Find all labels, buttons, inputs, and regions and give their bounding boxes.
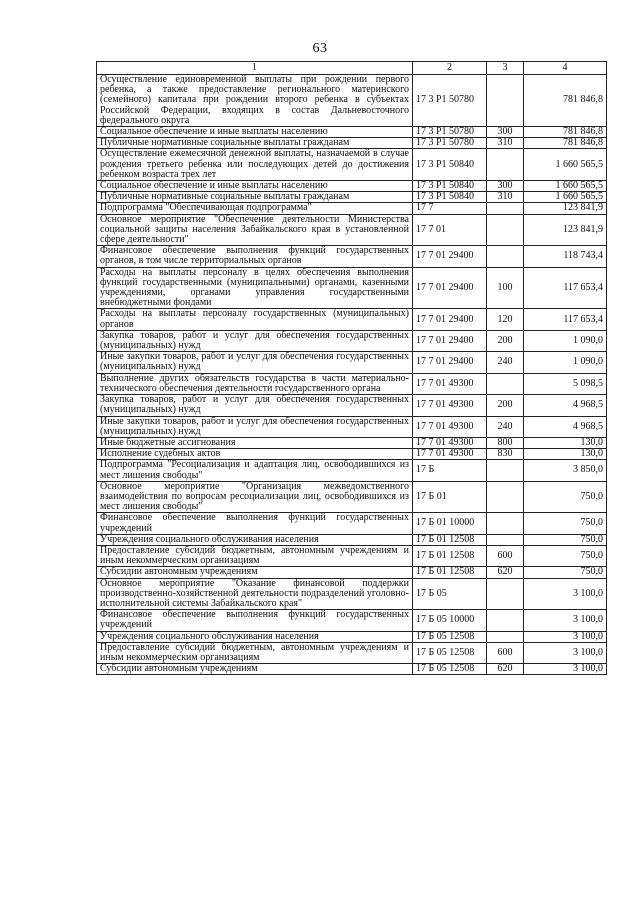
table-row [97,373,607,394]
table-row [97,192,607,203]
table-row [97,664,607,675]
column-header-code: 2 [413,62,487,75]
row-code-cell: 17 Б 01 [413,481,487,513]
row-name-cell: Осуществление ежемесячной денежной выплаты, назначаемой в случае рождения третьего ребенка или последующих детей до достижения ребенком возраста трех лет [97,149,413,181]
table-row [97,610,607,631]
row-amount-cell: 3 100,0 [524,664,607,675]
row-name-cell: Иные закупки товаров, работ и услуг для обеспечения государственных (муниципальных) нужд [97,352,413,373]
row-name-cell: Основное мероприятие "Оказание финансовой поддержки производственно-хозяйственной деятельности подразделений уголовно-исполнительной системы Забайкальского края" [97,578,413,610]
row-amount-cell: 1 660 565,5 [524,192,607,203]
row-name-cell: Осуществление единовременной выплаты при рождении первого ребенка, а также предоставление регионального материнского (семейного) капитала при рождении второго ребенка в субъектах Российской Федерации, входящих в состав Дальневосточного федерального округа [97,75,413,127]
row-code-cell: 17 7 [413,203,487,214]
row-code-cell: 17 7 01 49300 [413,437,487,448]
row-type-cell: 800 [487,437,524,448]
row-name-cell: Предоставление субсидий бюджетным, автономным учреждениям и иным некоммерческим организациям [97,642,413,663]
row-name-cell: Основное мероприятие "Организация межведомственного взаимодействия по вопросам ресоциализации лиц, освободившихся из мест лишения свободы" [97,481,413,513]
row-type-cell: 200 [487,330,524,351]
budget-table [96,61,607,675]
table-row [97,149,607,181]
table-row [97,437,607,448]
row-amount-cell: 5 098,5 [524,373,607,394]
row-code-cell: 17 Б 01 10000 [413,513,487,534]
row-amount-cell: 781 846,8 [524,138,607,149]
row-name-cell: Подпрограмма "Обеспечивающая подпрограмма" [97,203,413,214]
row-type-cell [487,513,524,534]
row-amount-cell: 750,0 [524,545,607,566]
row-code-cell: 17 3 P1 50780 [413,138,487,149]
row-name-cell: Иные бюджетные ассигнования [97,437,413,448]
row-code-cell: 17 7 01 49300 [413,449,487,460]
row-amount-cell: 750,0 [524,513,607,534]
row-type-cell: 830 [487,449,524,460]
row-type-cell: 100 [487,267,524,309]
page-number: 63 [312,41,328,56]
table-row [97,416,607,437]
row-type-cell: 240 [487,416,524,437]
row-type-cell [487,631,524,642]
row-type-cell: 620 [487,567,524,578]
row-name-cell: Субсидии автономным учреждениям [97,664,413,675]
row-type-cell: 310 [487,138,524,149]
row-name-cell: Исполнение судебных актов [97,449,413,460]
table-row [97,578,607,610]
row-name-cell: Финансовое обеспечение выполнения функций государственных органов, в том числе территориальных органов [97,246,413,267]
table-row [97,631,607,642]
row-amount-cell: 1 660 565,5 [524,149,607,181]
row-amount-cell: 1 090,0 [524,352,607,373]
table-row [97,181,607,192]
row-amount-cell: 781 846,8 [524,127,607,138]
row-name-cell: Финансовое обеспечение выполнения функций государственных учреждений [97,513,413,534]
row-code-cell: 17 3 P1 50780 [413,75,487,127]
row-type-cell [487,214,524,246]
row-type-cell: 200 [487,395,524,416]
row-name-cell: Финансовое обеспечение выполнения функций государственных учреждений [97,610,413,631]
row-amount-cell: 130,0 [524,437,607,448]
row-type-cell: 600 [487,642,524,663]
row-name-cell: Предоставление субсидий бюджетным, автономным учреждениям и иным некоммерческим организациям [97,545,413,566]
column-header-type: 3 [487,62,524,75]
row-name-cell: Учреждения социального обслуживания населения [97,534,413,545]
column-header-amount: 4 [524,62,607,75]
row-type-cell [487,481,524,513]
column-header-name: 1 [97,62,413,75]
row-amount-cell: 1 660 565,5 [524,181,607,192]
row-code-cell: 17 3 P1 50840 [413,149,487,181]
row-type-cell: 120 [487,309,524,330]
row-type-cell: 620 [487,664,524,675]
table-row [97,534,607,545]
row-name-cell: Расходы на выплаты персоналу в целях обеспечения выполнения функций государственными (муниципальными) органами, казенными учреждениями, органами управления государственными внебюджетными фондами [97,267,413,309]
row-amount-cell: 117 653,4 [524,309,607,330]
row-code-cell: 17 Б 01 12508 [413,545,487,566]
row-name-cell: Социальное обеспечение и иные выплаты населению [97,127,413,138]
table-row [97,395,607,416]
row-name-cell: Публичные нормативные социальные выплаты гражданам [97,138,413,149]
row-code-cell: 17 Б 05 10000 [413,610,487,631]
row-code-cell: 17 Б 01 12508 [413,567,487,578]
row-type-cell: 310 [487,192,524,203]
row-type-cell: 300 [487,181,524,192]
row-code-cell: 17 7 01 29400 [413,309,487,330]
row-type-cell: 240 [487,352,524,373]
table-row [97,330,607,351]
table-row [97,138,607,149]
row-type-cell [487,534,524,545]
row-amount-cell: 3 850,0 [524,460,607,481]
row-amount-cell: 3 100,0 [524,642,607,663]
table-row [97,214,607,246]
table-row [97,127,607,138]
table-row [97,460,607,481]
row-amount-cell: 781 846,8 [524,75,607,127]
table-row [97,267,607,309]
table-body [97,75,607,675]
row-name-cell: Субсидии автономным учреждениям [97,567,413,578]
row-code-cell: 17 3 P1 50780 [413,127,487,138]
row-code-cell: 17 7 01 29400 [413,352,487,373]
row-amount-cell: 117 653,4 [524,267,607,309]
table-row [97,513,607,534]
row-code-cell: 17 Б 05 12508 [413,631,487,642]
row-name-cell: Расходы на выплаты персоналу государственных (муниципальных) органов [97,309,413,330]
row-amount-cell: 750,0 [524,567,607,578]
row-code-cell: 17 3 P1 50840 [413,181,487,192]
row-type-cell [487,75,524,127]
row-amount-cell: 3 100,0 [524,631,607,642]
row-amount-cell: 4 968,5 [524,395,607,416]
row-amount-cell: 750,0 [524,481,607,513]
table-row [97,246,607,267]
row-type-cell: 300 [487,127,524,138]
row-amount-cell: 123 841,9 [524,214,607,246]
row-type-cell [487,373,524,394]
table-row [97,75,607,127]
row-code-cell: 17 Б 05 12508 [413,642,487,663]
row-code-cell: 17 7 01 49300 [413,395,487,416]
row-name-cell: Иные закупки товаров, работ и услуг для обеспечения государственных (муниципальных) нужд [97,416,413,437]
row-type-cell [487,610,524,631]
row-amount-cell: 130,0 [524,449,607,460]
row-name-cell: Закупка товаров, работ и услуг для обеспечения государственных (муниципальных) нужд [97,330,413,351]
row-code-cell: 17 Б 01 12508 [413,534,487,545]
row-type-cell [487,578,524,610]
row-amount-cell: 1 090,0 [524,330,607,351]
row-name-cell: Учреждения социального обслуживания населения [97,631,413,642]
row-type-cell [487,203,524,214]
row-type-cell: 600 [487,545,524,566]
row-type-cell [487,460,524,481]
row-name-cell: Закупка товаров, работ и услуг для обеспечения государственных (муниципальных) нужд [97,395,413,416]
row-amount-cell: 3 100,0 [524,578,607,610]
row-code-cell: 17 7 01 49300 [413,373,487,394]
row-code-cell: 17 7 01 29400 [413,330,487,351]
table-row [97,309,607,330]
row-name-cell: Основное мероприятие "Обеспечение деятельности Министерства социальной защиты населения Забайкальского края в установленной сфере деятельности" [97,214,413,246]
table-row [97,203,607,214]
row-amount-cell: 123 841,9 [524,203,607,214]
table-row [97,642,607,663]
table-row [97,567,607,578]
row-type-cell [487,149,524,181]
row-code-cell: 17 7 01 29400 [413,246,487,267]
row-name-cell: Подпрограмма "Ресоциализация и адаптация лиц, освободившихся из мест лишения свободы" [97,460,413,481]
row-code-cell: 17 Б 05 [413,578,487,610]
row-code-cell: 17 3 P1 50840 [413,192,487,203]
row-amount-cell: 118 743,4 [524,246,607,267]
row-amount-cell: 4 968,5 [524,416,607,437]
row-amount-cell: 750,0 [524,534,607,545]
row-code-cell: 17 7 01 29400 [413,267,487,309]
row-code-cell: 17 Б 05 12508 [413,664,487,675]
row-type-cell [487,246,524,267]
table-row [97,449,607,460]
row-code-cell: 17 Б [413,460,487,481]
row-name-cell: Выполнение других обязательств государства в части материально-технического обеспечения деятельности государственного органа [97,373,413,394]
row-code-cell: 17 7 01 [413,214,487,246]
table-row [97,481,607,513]
row-name-cell: Публичные нормативные социальные выплаты гражданам [97,192,413,203]
row-code-cell: 17 7 01 49300 [413,416,487,437]
header-row [97,62,607,75]
row-name-cell: Социальное обеспечение и иные выплаты населению [97,181,413,192]
table-row [97,545,607,566]
table-row [97,352,607,373]
row-amount-cell: 3 100,0 [524,610,607,631]
